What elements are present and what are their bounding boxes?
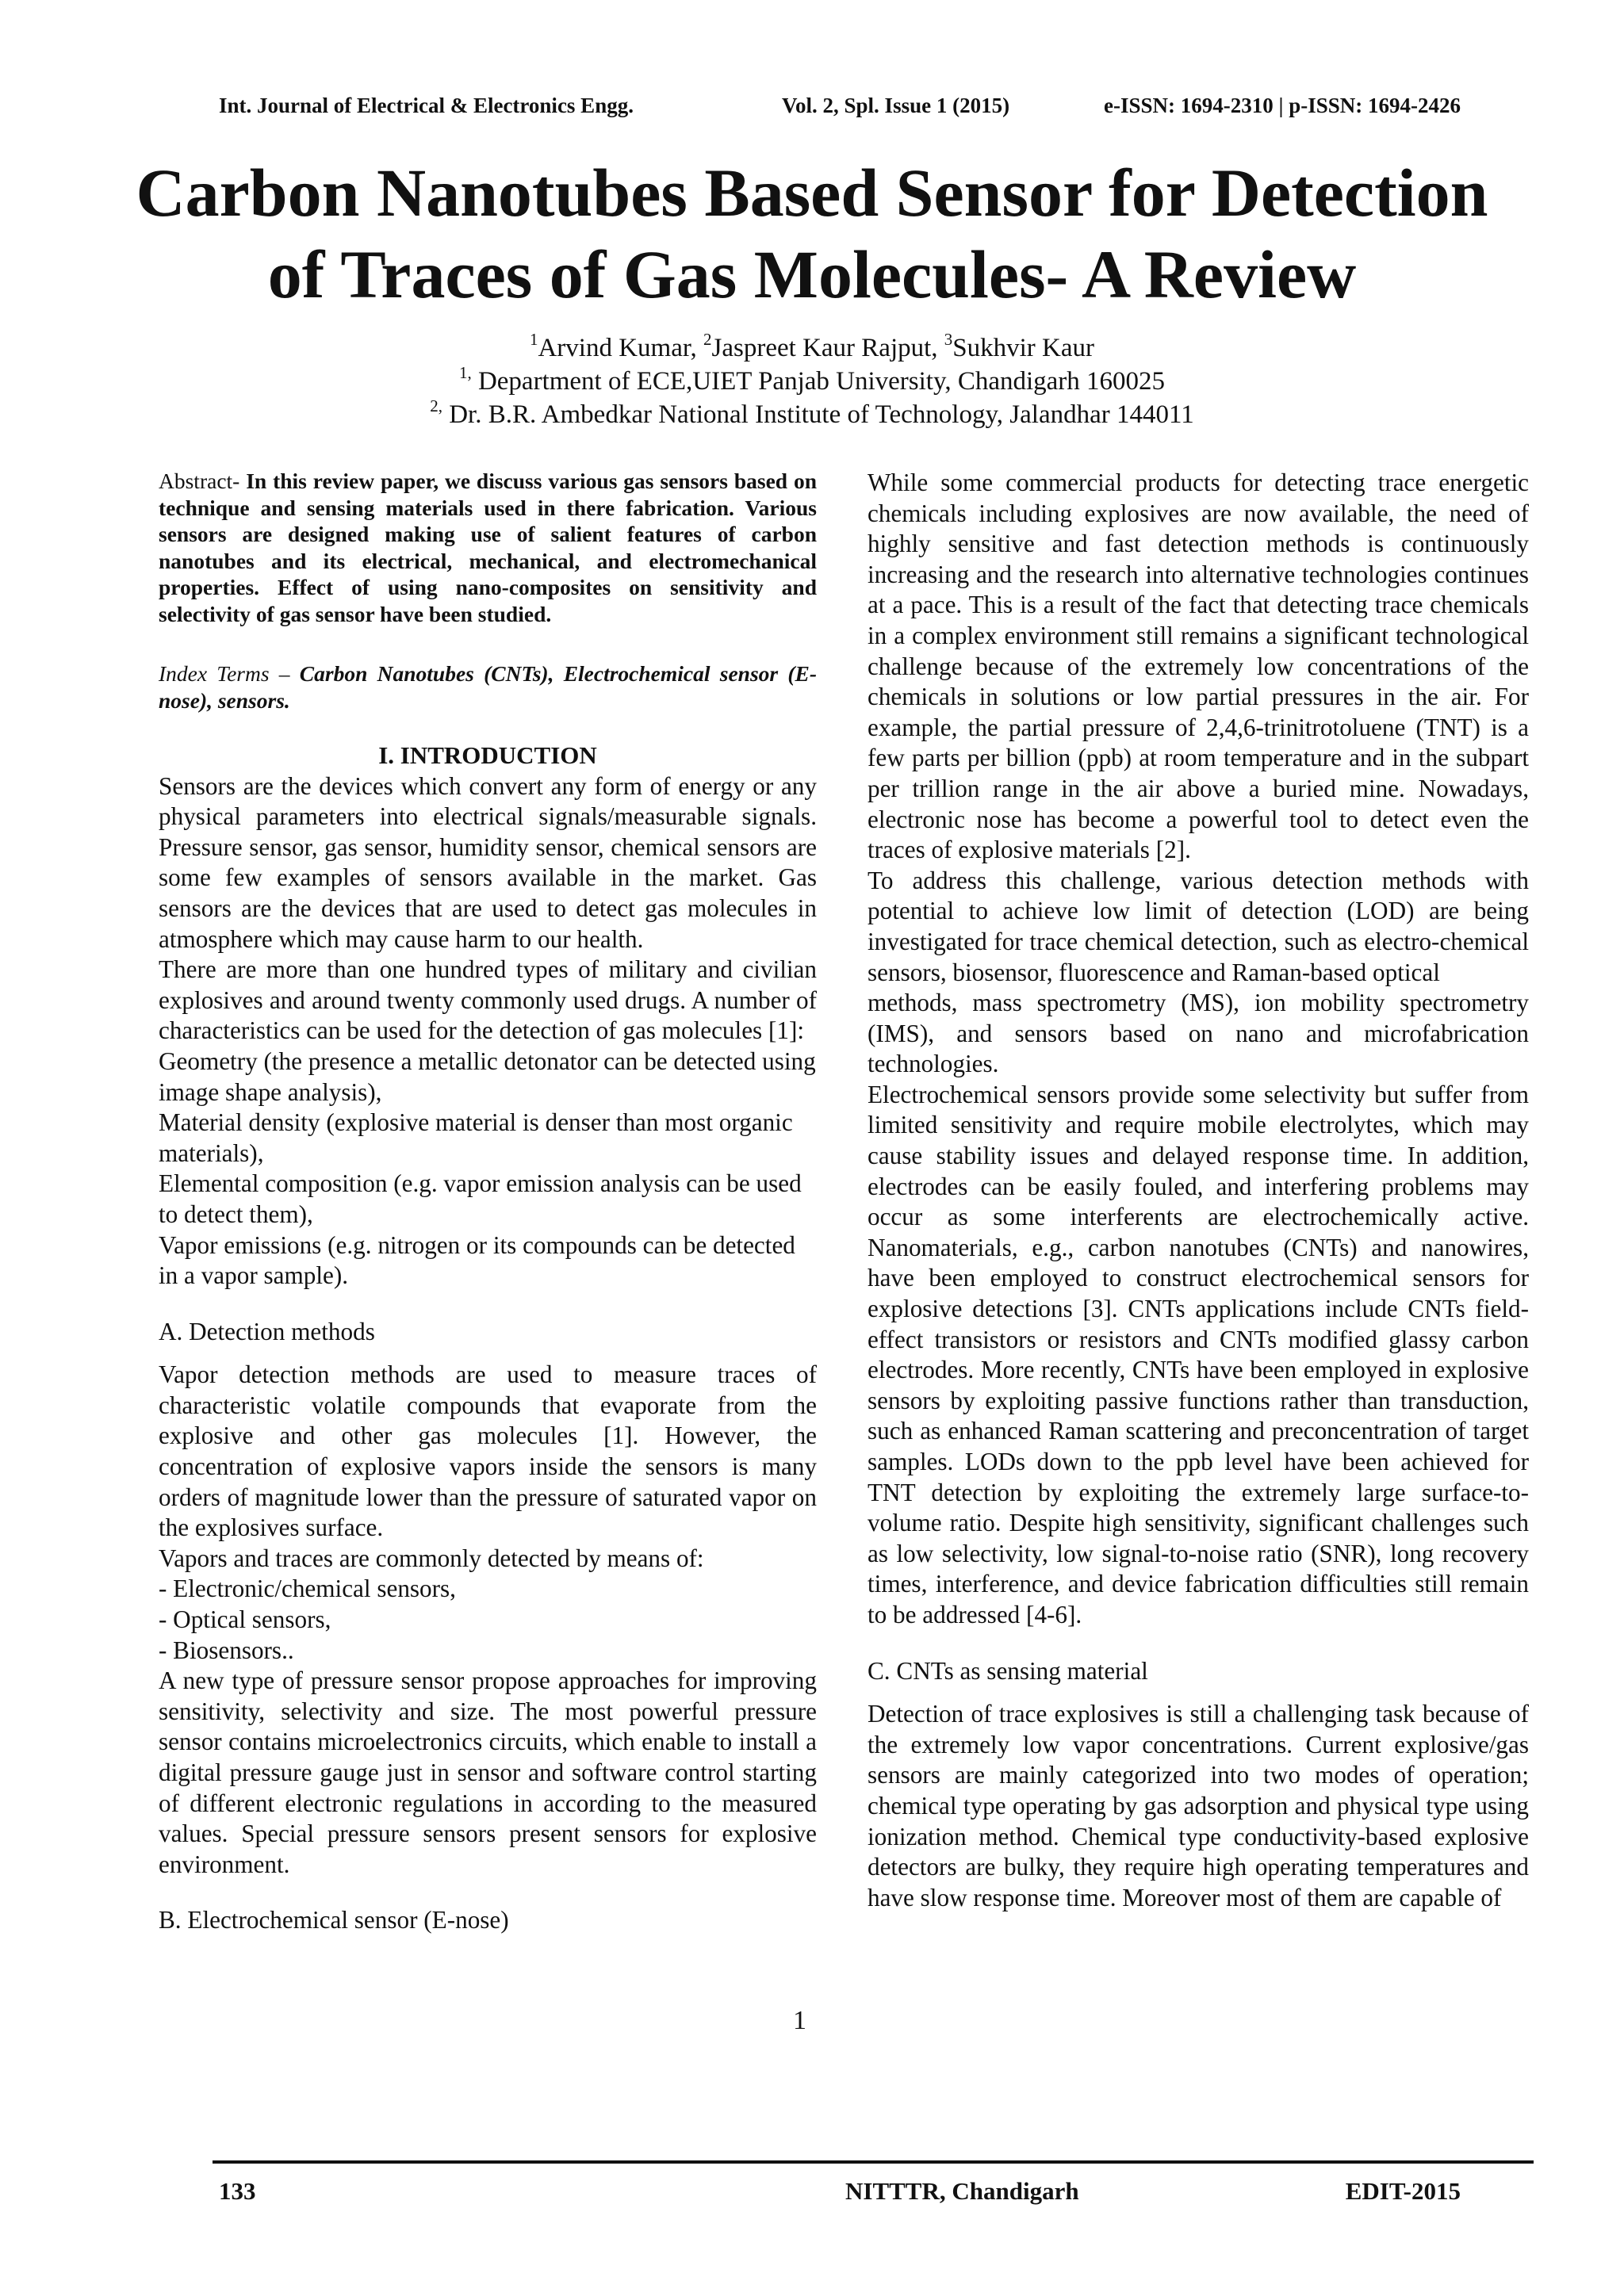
section-heading-cnts: C. CNTs as sensing material [868,1656,1148,1685]
right-paragraph-2b: methods, mass spectrometry (MS), ion mobility spectrometry (IMS), and sensors based on nano and microfabrication technologies. [868,989,1529,1078]
column-page-marker: 1 [793,2006,806,2035]
footer-page-number: 133 [219,2177,256,2205]
author-3: Sukhvir Kaur [952,334,1095,362]
affiliation-1-text: Department of ECE,UIET Panjab University, Chandigarh 160025 [471,367,1166,396]
journal-name: Int. Journal of Electrical & Electronics Engg. [219,94,634,117]
footer-divider [213,2160,1534,2164]
list-item: - Electronic/chemical sensors, [159,1575,456,1603]
section-heading-detection-methods: A. Detection methods [159,1317,375,1345]
detection-paragraph-1: Vapor detection methods are used to measure traces of characteristic volatile compounds that evaporate from the explosive and other gas molecules [1]. However, the concentration of explosive vapors inside the sensors is many orders of magnitude lower than the pressure of saturated vapor on the explosives surface. [159,1360,817,1542]
detection-paragraph-2: Vapors and traces are commonly detected by means of: [159,1544,704,1572]
index-terms [159,660,817,714]
list-item: Material density (explosive material is denser than most organic materials), [159,1108,793,1167]
intro-paragraph-2: There are more than one hundred types of military and civilian explosives and around twenty commonly used drugs. A number of characteristics can be used for the detection of gas molecules [1]: [159,955,817,1045]
affiliation-1-sup: 1, [458,363,472,382]
list-item: Vapor emissions (e.g. nitrogen or its compounds can be detected in a vapor sample). [159,1230,795,1290]
list-item: - Optical sensors, [159,1605,331,1634]
index-terms-label: Index Terms – [159,661,300,686]
author-list [119,331,1505,365]
right-paragraph-4: Detection of trace explosives is still a challenging task because of the extremely low vapor concentrations. Current explosive/gas sensors are mainly categorized into two modes of operation; chemical type operating by gas adsorption and physical type using ionization method. Chemical type conductivity-based explosive detectors are bulky, they require high operating temperatures and have slow response time. Moreover most of them are capable of [868,1700,1529,1911]
author-1: Arvind Kumar, [538,334,704,362]
list-item: Geometry (the presence a metallic detonator can be detected using image shape analysis), [159,1047,816,1106]
right-paragraph-1: While some commercial products for detecting trace energetic chemicals including explosives are now available, the need of highly sensitive and fast detection methods is continuously increasing and the research into alternative technologies continues at a pace. This is a result of the fact that detecting trace chemicals in a complex environment still remains a significant technological challenge because of the extremely low concentrations of the chemicals in solutions or low partial pressures in the air. For example, the partial pressure of 2,4,6-trinitrotoluene (TNT) is a few parts per billion (ppb) at room temperature and in the subpart per trillion range in the air above a buried mine. Nowadays, electronic nose has become a powerful tool to detect even the traces of explosive materials [2]. [868,469,1529,864]
section-heading-introduction: I. INTRODUCTION [378,741,597,769]
right-column [868,468,1529,1913]
list-item: Elemental composition (e.g. vapor emission analysis can be used to detect them), [159,1169,802,1228]
abstract-body: In this review paper, we discuss various gas sensors based on technique and sensing materials used in there fabrication. Various sensors are designed making use of salient features of carbon nanotubes and its electrical, mechanical, and electromechanical properties. Effect of using nano-composites on sensitivity and selectivity of gas sensor have been studied. [159,469,817,626]
author-2: Jaspreet Kaur Rajput, [711,334,944,362]
list-item: - Biosensors.. [159,1636,294,1664]
affiliation-2-text: Dr. B.R. Ambedkar National Institute of Technology, Jalandhar 144011 [442,400,1194,429]
journal-volume: Vol. 2, Spl. Issue 1 (2015) [782,94,1010,117]
detection-paragraph-3: A new type of pressure sensor propose approaches for improving sensitivity, selectivity and size. The most powerful pressure sensor contains microelectronics circuits, which enable to install a digital pressure gauge just in sensor and software control starting of different electronic regulations in according to the measured values. Special pressure sensors present sensors for explosive environment. [159,1667,817,1878]
footer-institution: NITTTR, Chandigarh [845,2177,1079,2205]
section-heading-electrochemical-sensor: B. Electrochemical sensor (E-nose) [159,1906,509,1934]
author-block [119,331,1505,431]
running-header [219,94,1461,125]
page-footer [219,2177,1461,2209]
author-1-sup: 1 [529,330,538,349]
abstract [159,468,817,627]
title-line-1: Carbon Nanotubes Based Sensor for Detection [136,155,1488,231]
affiliation-1 [119,365,1505,398]
journal-issn: e-ISSN: 1694-2310 | p-ISSN: 1694-2426 [1104,94,1461,117]
index-terms-body: Carbon Nanotubes (CNTs), Electrochemical sensor (E-nose), sensors. [159,661,817,713]
abstract-label: Abstract- [159,469,247,493]
affiliation-2-sup: 2, [430,396,442,415]
author-3-sup: 3 [944,330,953,349]
right-paragraph-3: Electrochemical sensors provide some selectivity but suffer from limited sensitivity and require mobile electrolytes, which may cause stability issues and delayed response time. In addition, electrodes can be easily fouled, and interfering problems may occur as some interferents are electrochemically active. Nanomaterials, e.g., carbon nanotubes (CNTs) and nanowires, have been employed to construct electrochemical sensors for explosive detections [3]. CNTs applications include CNTs field-effect transistors or resistors and CNTs modified glassy carbon electrodes. More recently, CNTs have been employed in explosive sensors by exploiting passive functions rather than transduction, such as enhanced Raman scattering and preconcentration of target samples. LODs down to the ppb level have been achieved for TNT detection by exploiting the extremely large surface-to-volume ratio. Despite high sensitivity, significant challenges such as low selectivity, low signal-to-noise ratio (SNR), long recovery times, interference, and device fabrication difficulties still remain to be addressed [4-6]. [868,1080,1529,1628]
footer-edition: EDIT-2015 [1345,2177,1461,2205]
paper-title [119,152,1505,316]
affiliation-2 [119,398,1505,431]
author-2-sup: 2 [703,330,712,349]
intro-paragraph-1: Sensors are the devices which convert any form of energy or any physical parameters into electrical signals/measurable signals. Pressure sensor, gas sensor, humidity sensor, chemical sensors are some few examples of sensors available in the market. Gas sensors are the devices that are used to detect gas molecules in atmosphere which may cause harm to our health. [159,771,817,953]
title-line-2: of Traces of Gas Molecules- A Review [267,236,1357,312]
left-column [159,468,817,1949]
right-paragraph-2: To address this challenge, various detection methods with potential to achieve low limit of detection (LOD) are being investigated for trace chemical detection, such as electro-chemical sensors, biosensor, fluorescence and Raman-based optical [868,866,1529,986]
